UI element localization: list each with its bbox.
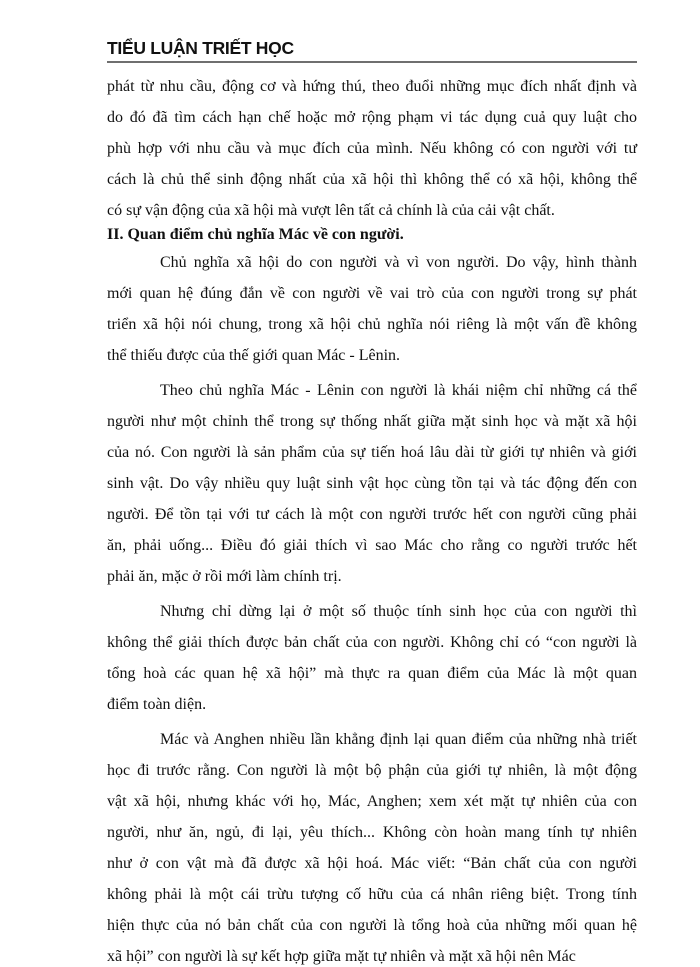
header-title: TIỂU LUẬN TRIẾT HỌC: [107, 38, 294, 58]
text-line: không phải là một cái trừu tượng cố hữu của cá nhân riêng biệt. Trong tính: [107, 886, 637, 903]
text-line: cách là chủ thể sinh động nhất của xã hội thì không thể có xã hội, không thể: [107, 171, 637, 188]
text-line: của nó. Con người là sản phẩm của sự tiến hoá lâu dài từ giới tự nhiên và giới: [107, 444, 637, 461]
text-line: người như một chỉnh thể trong sự thống nhất giữa mặt sinh học và mặt xã hội: [107, 413, 637, 430]
text-line: mới quan hệ đúng đắn về con người về vai trò của con người trong sự phát: [107, 285, 637, 302]
text-line: ăn, phải uống... Điều đó giải thích vì sao Mác cho rằng co người trước hết: [107, 537, 637, 554]
text-line: người. Để tồn tại với tư cách là một con người trước hết con người cũng phải: [107, 506, 637, 523]
text-line: tổng hoà các quan hệ xã hội” mà thực ra quan điểm của Mác là một quan: [107, 665, 637, 682]
paragraph-first-line: Mác và Anghen nhiều lần khẳng định lại quan điểm của những nhà triết: [160, 731, 637, 748]
text-line: sinh vật. Do vậy nhiều quy luật sinh vật học cùng tồn tại và tác động đến con: [107, 475, 637, 492]
text-line: phải ăn, mặc ở rồi mới làm chính trị.: [107, 568, 342, 585]
paragraph-first-line: Chủ nghĩa xã hội do con người và vì von người. Do vậy, hình thành: [160, 254, 637, 271]
text-line: thể thiếu được của thế giới quan Mác - Lênin.: [107, 347, 401, 364]
paragraph-first-line: Theo chủ nghĩa Mác - Lênin con người là khái niệm chỉ những cá thể: [160, 382, 637, 399]
paragraph-first-line: Nhưng chỉ dừng lại ở một số thuộc tính sinh học của con người thì: [160, 603, 637, 620]
text-line: triển xã hội nói chung, trong xã hội chủ nghĩa nói riêng là một vấn đề không: [107, 316, 637, 333]
text-line: hiện thực của nó bản chất của con người là tổng hoà của những mối quan hệ: [107, 917, 637, 934]
text-line: điểm toàn diện.: [107, 696, 207, 713]
text-line: phát từ nhu cầu, động cơ và hứng thú, theo đuổi những mục đích nhất định và: [107, 78, 637, 95]
text-line: người, như ăn, ngủ, đi lại, yêu thích... Không còn hoàn mang tính tự nhiên: [107, 824, 637, 841]
text-line: như ở con vật mà đã được xã hội hoá. Mác viết: “Bản chất của con người: [107, 855, 637, 872]
text-line: không thể giải thích được bản chất của con người. Không chỉ có “con người là: [107, 634, 637, 651]
text-line: phù hợp với nhu cầu và mục đích của mình. Nếu không có con người với tư: [107, 140, 637, 157]
text-line: có sự vận động của xã hội mà vượt lên tất cả chính là của cải vật chất.: [107, 202, 555, 219]
text-line: vật xã hội, nhưng khác với họ, Mác, Anghen; xem xét mặt tự nhiên của con: [107, 793, 637, 810]
text-line: học đi trước rằng. Con người là một bộ phận của giới tự nhiên, là một động: [107, 762, 637, 779]
section-heading: II. Quan điểm chủ nghĩa Mác về con người.: [107, 226, 404, 243]
text-line: do đó đã tìm cách hạn chế hoặc mở rộng phạm vi tác dụng cuả quy luật cho: [107, 109, 637, 126]
text-line: xã hội” con người là sự kết hợp giữa mặt tự nhiên và mặt xã hội nên Mác: [107, 948, 576, 965]
